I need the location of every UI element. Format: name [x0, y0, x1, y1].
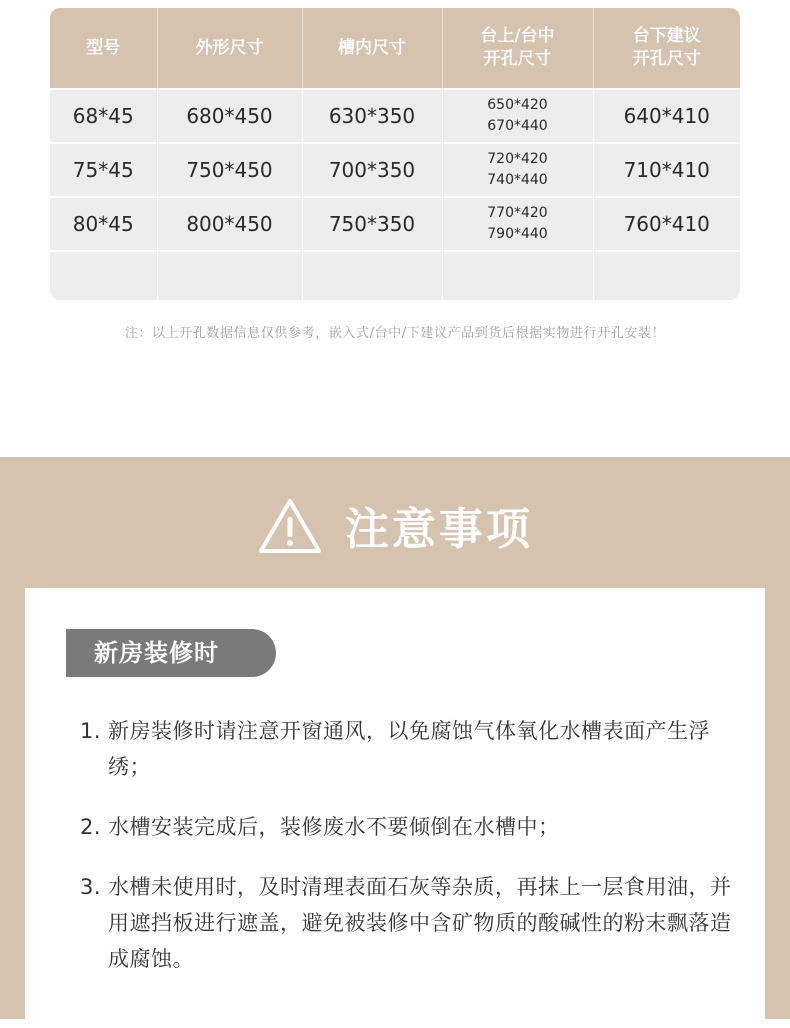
notice-list [80, 713, 740, 1001]
cell-inner-size: 700*350 [302, 143, 442, 197]
header-under-cutout: 台下建议 开孔尺寸 [593, 8, 740, 89]
cell-model: 68*45 [50, 89, 157, 143]
header-model: 型号 [50, 8, 157, 89]
item-text: 新房装修时请注意开窗通风，以免腐蚀气体氧化水槽表面产生浮绣； [108, 719, 710, 779]
notice-header [0, 457, 790, 587]
item-number: 1. [80, 719, 102, 743]
notice-card [25, 588, 765, 1028]
empty-cell [442, 251, 593, 300]
item-text: 水槽未使用时，及时清理表面石灰等杂质，再抹上一层食用油，并用遮挡板进行遮盖，避免被装修中含矿物质的酸碱性的粉末飘落造成腐蚀。 [108, 875, 732, 971]
notice-section [0, 457, 790, 1019]
table-header-row [50, 8, 740, 89]
empty-cell [302, 251, 442, 300]
item-number: 2. [80, 815, 102, 839]
list-item [80, 869, 740, 977]
cell-inner-size: 750*350 [302, 197, 442, 251]
cell-top-cutout: 650*420 670*440 [442, 89, 593, 143]
list-item [80, 713, 740, 785]
header-inner-size: 槽内尺寸 [302, 8, 442, 89]
notice-title: 注意事项 [345, 504, 533, 555]
cell-under-cutout: 640*410 [593, 89, 740, 143]
cell-outer-size: 800*450 [157, 197, 302, 251]
empty-cell [157, 251, 302, 300]
item-number: 3. [80, 875, 102, 899]
spec-table-card [50, 8, 740, 300]
table-row [50, 89, 740, 143]
empty-cell [50, 251, 157, 300]
header-top-cutout: 台上/台中 开孔尺寸 [442, 8, 593, 89]
cell-model: 80*45 [50, 197, 157, 251]
item-text: 水槽安装完成后，装修废水不要倾倒在水槽中； [108, 815, 560, 839]
cell-outer-size: 680*450 [157, 89, 302, 143]
cutout-note: 注：以上开孔数据信息仅供参考，嵌入式/台中/下建议产品到货后根据实物进行开孔安装！ [124, 326, 666, 341]
header-outer-size: 外形尺寸 [157, 8, 302, 89]
warning-triangle-icon [257, 497, 323, 555]
table-row [50, 143, 740, 197]
cell-under-cutout: 760*410 [593, 197, 740, 251]
list-item [80, 809, 740, 845]
table-row-empty [50, 251, 740, 300]
empty-cell [593, 251, 740, 300]
table-row [50, 197, 740, 251]
section-label: 新房装修时 [66, 629, 276, 677]
cell-top-cutout: 770*420 790*440 [442, 197, 593, 251]
cell-under-cutout: 710*410 [593, 143, 740, 197]
cell-inner-size: 630*350 [302, 89, 442, 143]
spec-table [50, 8, 740, 300]
cell-model: 75*45 [50, 143, 157, 197]
cell-top-cutout: 720*420 740*440 [442, 143, 593, 197]
cell-outer-size: 750*450 [157, 143, 302, 197]
